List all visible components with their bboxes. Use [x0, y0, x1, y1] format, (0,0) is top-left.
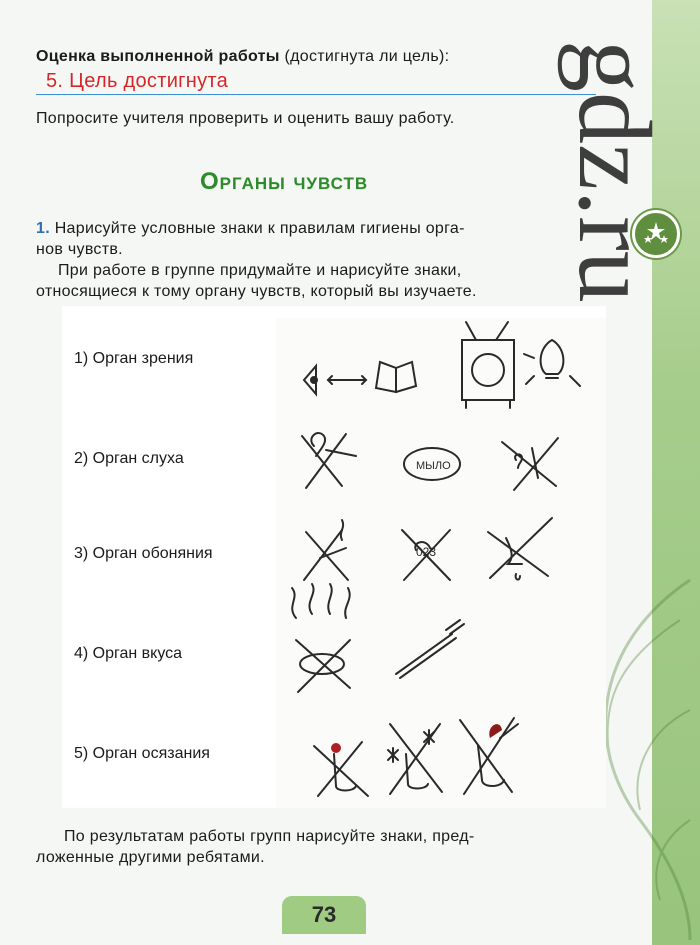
nose-text: 023: [416, 545, 437, 559]
task-number: 1.: [36, 220, 50, 237]
task-text-1: Нарисуйте условные знаки к правилам гигиены орга-: [54, 220, 465, 237]
task-text-4: относящиеся к тому органу чувств, который вы изучаете.: [36, 283, 477, 300]
task-text-2: нов чувств.: [36, 241, 123, 258]
watermark-text: gdz.ru: [557, 40, 672, 303]
book-icon: [376, 362, 416, 392]
footer-line-1: По результатам работы групп нарисуйте знаки, пред-: [64, 828, 475, 845]
organ-label-touch: 5) Орган осязания: [74, 745, 210, 762]
footer-line-2: ложенные другими ребятами.: [36, 849, 265, 866]
double-arrow-icon: [328, 376, 366, 384]
watermark: [490, 0, 690, 945]
organ-label-taste: 4) Орган вкуса: [74, 645, 183, 662]
soap-word: МЫЛО: [416, 460, 451, 472]
crossed-cigarette-icon: [304, 520, 348, 580]
eye-icon: [304, 366, 317, 394]
crossed-hot-foot-icon: [314, 742, 368, 796]
task-text-3: При работе в группе придумайте и нарисуйте знаки,: [58, 262, 462, 279]
assessment-label: Оценка выполненной работы: [36, 48, 280, 65]
organ-label-sight: 1) Орган зрения: [74, 350, 194, 367]
section-title: Органы чувств: [200, 168, 369, 195]
crossed-hot-food-icon: [292, 584, 350, 692]
organ-label-hearing: 2) Орган слуха: [74, 450, 184, 467]
crossed-cold-foot-icon: [388, 724, 442, 794]
page-number: 73: [282, 896, 366, 934]
assessment-hint: (достигнута ли цель):: [284, 48, 450, 65]
soap-icon: [404, 448, 460, 480]
handwritten-answer: 5. Цель достигнута: [46, 70, 229, 92]
teacher-note: Попросите учителя проверить и оценить вашу работу.: [36, 110, 455, 127]
assessment-line: [36, 48, 449, 66]
organ-label-smell: 3) Орган обоняния: [74, 545, 213, 562]
toothbrush-icon: [396, 620, 464, 678]
crossed-nose-spray-icon: [402, 530, 450, 580]
task-line-1: [36, 220, 465, 238]
crossed-ear-icon: [302, 433, 356, 488]
